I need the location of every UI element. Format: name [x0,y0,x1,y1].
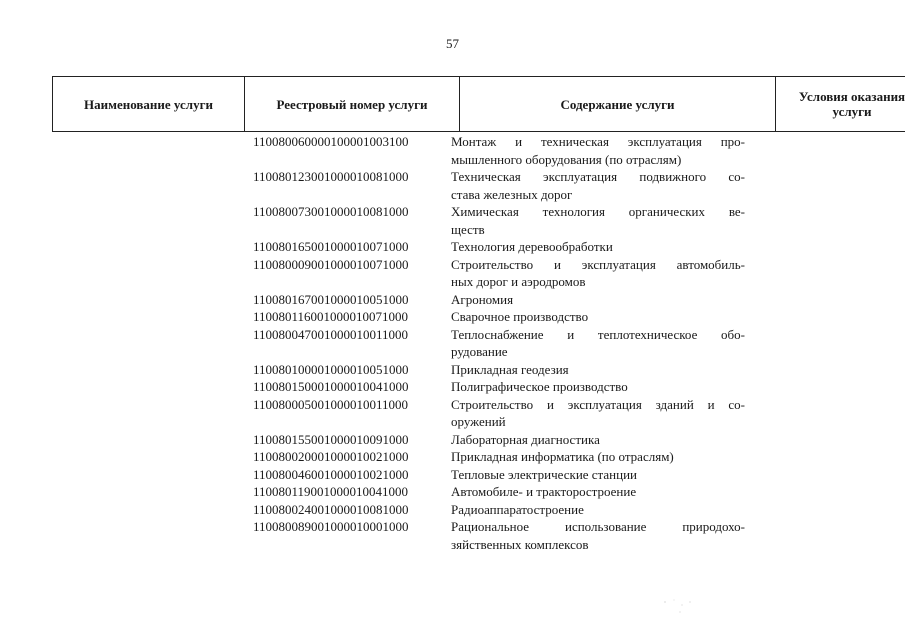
table-body [0,133,905,553]
registry-number: 110080024001000010081000 [253,501,409,517]
registry-number: 110080005001000010011000 [253,396,409,412]
table-row [0,238,905,256]
registry-number: 110080009001000010071000 [253,256,409,272]
table-row [0,203,905,238]
service-content-line: Радиоаппаратостроение [451,501,584,517]
service-content [451,501,745,519]
table-row [0,431,905,449]
registry-number: 110080100001000010051000 [253,361,409,377]
service-content-line: Рациональное использование природохо- [451,519,745,534]
registry-number: 110080060000100001003100 [253,134,409,149]
service-content-line: Автомобиле- и тракторостроение [451,484,637,499]
header-service-conditions [776,77,905,132]
service-content [451,448,745,466]
service-content [451,466,745,484]
registry-number: 110080150001000010041000 [253,379,409,394]
header-registry-number: Реестровый номер услуги [245,77,460,132]
registry-number: 110080155001000010091000 [253,431,409,447]
service-content [451,308,745,326]
service-content-line: Химическая технология органических ве- [451,204,745,219]
service-content-line: Теплоснабжение и теплотехническое обо- [451,326,745,342]
service-content-line: мышленного оборудования (по отраслям) [451,151,682,167]
service-content [451,518,745,553]
header-service-content: Содержание услуги [460,77,776,132]
service-content-line: ных дорог и аэродромов [451,274,586,289]
service-content [451,483,745,501]
table-row [0,291,905,309]
service-content [451,431,745,449]
service-content-line: оружений [451,414,506,429]
service-content [451,326,745,361]
header-conditions-line1: Условия оказания [798,89,905,104]
service-content [451,291,745,309]
service-content-line: става железных дорог [451,186,573,202]
table-row [0,518,905,553]
registry-number: 110080047001000010011000 [253,326,409,342]
service-content-line: Полиграфическое производство [451,379,628,394]
service-content [451,361,745,379]
service-content-line: Прикладная информатика (по отраслям) [451,449,674,464]
table-row [0,448,905,466]
table-row [0,133,905,168]
service-content [451,238,745,256]
registry-number: 110080116001000010071000 [253,309,409,324]
service-content-line: Прикладная геодезия [451,361,569,377]
registry-number: 110080020001000010021000 [253,449,409,464]
table-row [0,466,905,484]
table-row [0,326,905,361]
service-content-line: Монтаж и техническая эксплуатация про- [451,134,745,149]
service-content [451,396,745,431]
header-conditions-line2: услуги [832,104,872,119]
service-content-line: зяйственных комплексов [451,536,589,552]
service-content [451,256,745,291]
registry-number: 110080089001000010001000 [253,519,409,534]
service-content [451,133,745,168]
service-content-line: Строительство и эксплуатация зданий и со- [451,396,745,412]
table-row [0,168,905,203]
service-content [451,168,745,203]
registry-number: 110080165001000010071000 [253,239,409,254]
service-content-line: Тепловые электрические станции [451,466,637,482]
registry-number: 110080123001000010081000 [253,169,409,184]
service-content-line: Техническая эксплуатация подвижного со- [451,169,745,184]
service-content [451,378,745,396]
table-header [52,76,905,132]
registry-number: 110080119001000010041000 [253,484,409,499]
table-row [0,256,905,291]
scan-smudge [660,596,700,616]
service-content-line: Сварочное производство [451,309,589,324]
registry-number: 110080167001000010051000 [253,291,409,307]
table-row [0,308,905,326]
service-content-line: ществ [451,221,485,237]
table-row [0,378,905,396]
table-row [0,396,905,431]
registry-number: 110080073001000010081000 [253,204,409,219]
service-content [451,203,745,238]
header-service-name: Наименование услуги [53,77,245,132]
service-content-line: Строительство и эксплуатация автомобиль- [451,256,745,272]
table-row [0,361,905,379]
service-content-line: Технология деревообработки [451,239,613,254]
service-content-line: рудование [451,344,508,359]
service-content-line: Агрономия [451,291,514,307]
table-row [0,483,905,501]
registry-number: 110080046001000010021000 [253,466,409,482]
page-number: 57 [446,36,459,51]
table-row [0,501,905,519]
service-content-line: Лабораторная диагностика [451,431,600,447]
